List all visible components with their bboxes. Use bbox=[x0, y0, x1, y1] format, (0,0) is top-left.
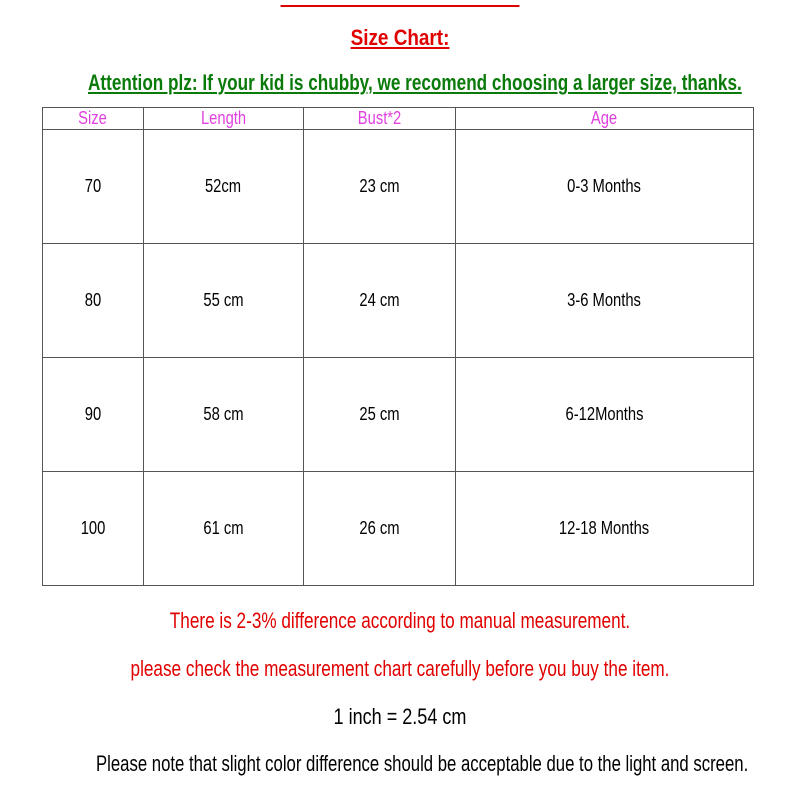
cell-size: 90 bbox=[43, 358, 144, 472]
measurement-difference-note: There is 2-3% difference according to manual measurement. bbox=[169, 608, 631, 633]
table-row bbox=[43, 130, 754, 244]
cell-age: 0-3 Months bbox=[456, 130, 754, 244]
header-length: Length bbox=[144, 108, 304, 130]
check-chart-note: please check the measurement chart carefully before you buy the item. bbox=[130, 656, 670, 681]
cropped-heading-fragment bbox=[56, 0, 744, 10]
cell-size: 80 bbox=[43, 244, 144, 358]
cell-age: 3-6 Months bbox=[456, 244, 754, 358]
cell-bust: 25 cm bbox=[304, 358, 456, 472]
table-row bbox=[43, 358, 754, 472]
table-header-row bbox=[43, 108, 754, 130]
size-chart-title: Size Chart: bbox=[350, 25, 450, 50]
cell-age: 12-18 Months bbox=[456, 472, 754, 586]
header-size: Size bbox=[43, 108, 144, 130]
table-row bbox=[43, 244, 754, 358]
inch-conversion-note: 1 inch = 2.54 cm bbox=[333, 704, 467, 729]
cell-size: 100 bbox=[43, 472, 144, 586]
header-bust: Bust*2 bbox=[304, 108, 456, 130]
header-age: Age bbox=[456, 108, 754, 130]
size-table bbox=[42, 107, 754, 586]
cell-bust: 23 cm bbox=[304, 130, 456, 244]
cell-length: 61 cm bbox=[144, 472, 304, 586]
cell-length: 52cm bbox=[144, 130, 304, 244]
color-difference-note: Please note that slight color difference should be acceptable due to the light and screen. bbox=[96, 751, 749, 776]
cell-length: 55 cm bbox=[144, 244, 304, 358]
cell-bust: 24 cm bbox=[304, 244, 456, 358]
attention-note: Attention plz: If your kid is chubby, we recomend choosing a larger size, thanks. bbox=[88, 70, 742, 95]
cell-length: 58 cm bbox=[144, 358, 304, 472]
cell-age: 6-12Months bbox=[456, 358, 754, 472]
table-row bbox=[43, 472, 754, 586]
cell-bust: 26 cm bbox=[304, 472, 456, 586]
cell-size: 70 bbox=[43, 130, 144, 244]
